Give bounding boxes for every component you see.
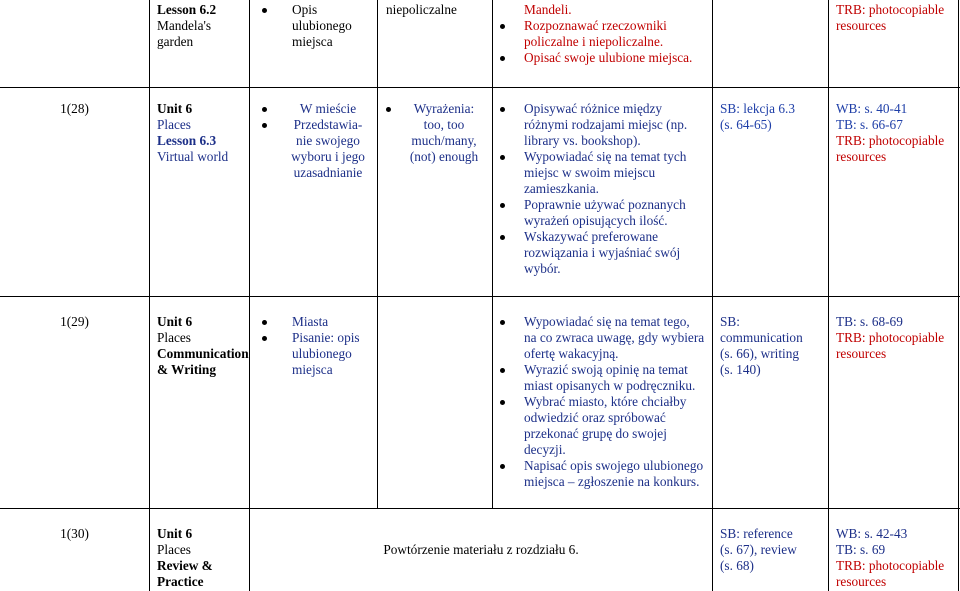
lesson-name: Mandela's garden bbox=[157, 18, 212, 49]
objective-line: miejsca – zgłoszenie na konkurs. bbox=[524, 474, 700, 489]
review-cell bbox=[250, 542, 712, 558]
sb-line: communication bbox=[720, 330, 803, 345]
unit-title: Unit 6 bbox=[157, 101, 193, 116]
bullet-icon bbox=[500, 464, 505, 469]
objective-line: library vs. bookshop). bbox=[524, 133, 641, 148]
sb-line: (s. 66), writing bbox=[720, 346, 800, 361]
unit-title: Unit 6 bbox=[157, 526, 193, 541]
bullet-icon bbox=[500, 107, 505, 112]
objective-line: zamieszkania. bbox=[524, 181, 599, 196]
objective-line: na co zwraca uwagę, gdy wybiera bbox=[524, 330, 705, 345]
topic-line: miejsca bbox=[292, 362, 333, 377]
resource-line: resources bbox=[836, 574, 887, 589]
objective-line: wyrażeń opisujących ilość. bbox=[524, 213, 668, 228]
unit-places: Places bbox=[157, 542, 191, 557]
resource-line: TB: s. 69 bbox=[836, 542, 886, 557]
bullet-icon bbox=[386, 107, 391, 112]
column-divider bbox=[149, 0, 150, 591]
resources-cell bbox=[836, 526, 958, 590]
objectives-cell bbox=[500, 101, 712, 277]
objective-line: różnymi rodzajami miejsc (np. bbox=[524, 117, 688, 132]
sb-line: (s. 67), review bbox=[720, 542, 797, 557]
objective-line: Opisywać różnice między bbox=[524, 101, 663, 116]
column-divider bbox=[828, 0, 829, 591]
resource-line: TB: s. 66-67 bbox=[836, 117, 903, 132]
bullet-icon bbox=[500, 368, 505, 373]
topic-line: ulubionego bbox=[292, 346, 352, 361]
sb-cell bbox=[720, 101, 826, 133]
objective-line: Napisać opis swojego ulubionego bbox=[524, 458, 704, 473]
unit-cell bbox=[157, 526, 249, 590]
resource-line: resources bbox=[836, 18, 887, 33]
lesson-title: Review & bbox=[157, 558, 213, 573]
topics-cell bbox=[262, 101, 377, 181]
column-divider bbox=[958, 0, 959, 591]
lesson-title-2: & Writing bbox=[157, 362, 216, 377]
column-divider bbox=[492, 0, 493, 509]
topic-line: Przedstawia- bbox=[293, 117, 363, 132]
topic-line: nie swojego bbox=[296, 133, 360, 148]
review-text: Powtórzenie materiału z rozdziału 6. bbox=[383, 542, 579, 557]
sb-cell bbox=[720, 314, 826, 378]
resource-line: resources bbox=[836, 149, 887, 164]
topics-cell bbox=[262, 314, 377, 378]
lesson-number bbox=[0, 101, 149, 117]
unit-places: Places bbox=[157, 117, 191, 132]
topic-line: Opis bbox=[292, 2, 318, 17]
column-divider bbox=[712, 0, 713, 591]
resource-line: resources bbox=[836, 346, 887, 361]
objectives-cell bbox=[500, 2, 710, 66]
objective-line: Opisać swoje ulubione miejsca. bbox=[524, 50, 693, 65]
sb-line: (s. 64-65) bbox=[720, 117, 772, 132]
unit-cell bbox=[157, 101, 249, 165]
grammar-line: too, too bbox=[423, 117, 465, 132]
bullet-icon bbox=[500, 155, 505, 160]
row-divider bbox=[0, 296, 960, 297]
sb-line: (s. 68) bbox=[720, 558, 754, 573]
grammar-cell bbox=[386, 101, 490, 165]
lesson-number-text: 1(28) bbox=[60, 101, 89, 116]
sb-line: (s. 140) bbox=[720, 362, 761, 377]
bullet-icon bbox=[262, 8, 267, 13]
unit-cell bbox=[157, 314, 249, 378]
column-divider bbox=[377, 0, 378, 509]
resources-cell bbox=[836, 2, 958, 34]
unit-title: Unit 6 bbox=[157, 314, 193, 329]
topic-line: miejsca bbox=[292, 34, 333, 49]
bullet-icon bbox=[500, 320, 505, 325]
resources-cell bbox=[836, 314, 958, 362]
bullet-icon bbox=[500, 24, 505, 29]
objective-line: Wypowiadać się na temat tych bbox=[524, 149, 687, 164]
lesson-title: Lesson 6.3 bbox=[157, 133, 217, 148]
objective-line: Mandeli. bbox=[524, 2, 572, 17]
row-divider bbox=[0, 87, 960, 88]
grammar-text: niepoliczalne bbox=[386, 2, 457, 17]
resource-line: TB: s. 68-69 bbox=[836, 314, 903, 329]
lesson-title: Lesson 6.2 bbox=[157, 2, 217, 17]
lesson-number bbox=[0, 526, 149, 542]
objective-line: decyzji. bbox=[524, 442, 566, 457]
grammar-cell bbox=[386, 2, 490, 18]
unit-places: Places bbox=[157, 330, 191, 345]
grammar-line: much/many, bbox=[411, 133, 477, 148]
objective-line: Wskazywać preferowane bbox=[524, 229, 658, 244]
resources-cell bbox=[836, 101, 958, 165]
bullet-icon bbox=[262, 107, 267, 112]
topic-line: Pisanie: opis bbox=[292, 330, 360, 345]
column-divider bbox=[249, 0, 250, 591]
objective-line: Wyrazić swoją opinię na temat bbox=[524, 362, 688, 377]
bullet-icon bbox=[500, 400, 505, 405]
bullet-icon bbox=[500, 203, 505, 208]
objective-line: Poprawnie używać poznanych bbox=[524, 197, 686, 212]
objective-line: Rozpoznawać rzeczowniki bbox=[524, 18, 667, 33]
grammar-line: (not) enough bbox=[409, 149, 479, 164]
sb-line: SB: bbox=[720, 314, 740, 329]
objective-line: miejsc w swoim miejscu bbox=[524, 165, 656, 180]
objective-line: policzalne i niepoliczalne. bbox=[524, 34, 664, 49]
topics-cell bbox=[262, 2, 372, 50]
lesson-number bbox=[0, 314, 149, 330]
objective-line: Wypowiadać się na temat tego, bbox=[524, 314, 690, 329]
lesson-title: Communication bbox=[157, 346, 249, 361]
bullet-icon bbox=[262, 320, 267, 325]
lesson-number-text: 1(29) bbox=[60, 314, 89, 329]
sb-line: SB: reference bbox=[720, 526, 793, 541]
topic-line: W mieście bbox=[299, 101, 357, 116]
topic-line: wyboru i jego bbox=[291, 149, 365, 164]
lesson-title-2: Practice bbox=[157, 574, 204, 589]
objective-line: miast opisanych w podręczniku. bbox=[524, 378, 696, 393]
sb-line: SB: lekcja 6.3 bbox=[720, 101, 795, 116]
bullet-icon bbox=[262, 123, 267, 128]
resource-line: TRB: photocopiable bbox=[836, 133, 945, 148]
resource-line: WB: s. 42-43 bbox=[836, 526, 908, 541]
lesson-name: Virtual world bbox=[157, 149, 229, 164]
objective-line: przekonać grupę do swojej bbox=[524, 426, 667, 441]
objective-line: odwiedzić oraz spróbować bbox=[524, 410, 666, 425]
topic-line: ulubionego bbox=[292, 18, 352, 33]
bullet-icon bbox=[262, 336, 267, 341]
sb-cell bbox=[720, 526, 826, 574]
bullet-icon bbox=[500, 56, 505, 61]
objective-line: Wybrać miasto, które chciałby bbox=[524, 394, 687, 409]
topic-line: uzasadnianie bbox=[293, 165, 363, 180]
objective-line: wybór. bbox=[524, 261, 561, 276]
resource-line: TRB: photocopiable bbox=[836, 558, 945, 573]
row-divider bbox=[0, 508, 960, 509]
unit-subtitle-cell bbox=[157, 18, 249, 50]
resource-line: TRB: photocopiable bbox=[836, 330, 945, 345]
bullet-icon bbox=[500, 235, 505, 240]
unit-cell bbox=[157, 2, 247, 18]
objective-line: ofertę wakacyjną. bbox=[524, 346, 619, 361]
objective-line: rozwiązania i wyjaśniać swój bbox=[524, 245, 681, 260]
resource-line: WB: s. 40-41 bbox=[836, 101, 908, 116]
topic-line: Miasta bbox=[292, 314, 329, 329]
lesson-number-text: 1(30) bbox=[60, 526, 89, 541]
objectives-cell bbox=[500, 314, 712, 490]
grammar-line: Wyrażenia: bbox=[413, 101, 475, 116]
resource-line: TRB: photocopiable bbox=[836, 2, 945, 17]
